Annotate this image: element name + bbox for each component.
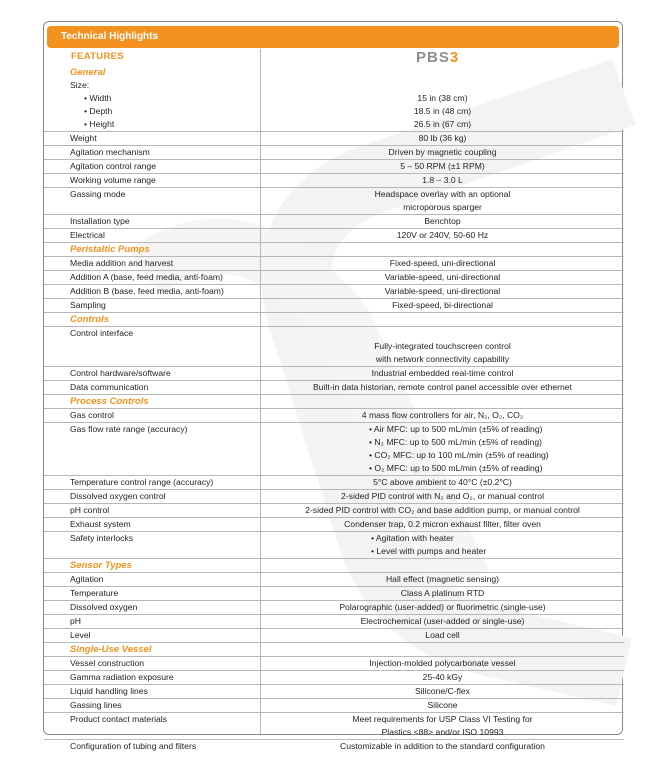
feature-label: Media addition and harvest (70, 258, 174, 268)
feature-label: Liquid handling lines (70, 686, 148, 696)
table-row (44, 118, 624, 131)
feature-label: Gassing lines (70, 700, 122, 710)
feature-value: Customizable in addition to the standard configuration (340, 741, 545, 751)
feature-label: Agitation mechanism (70, 147, 150, 157)
section-header-bar (47, 26, 619, 48)
feature-value: 26.5 in (67 cm) (413, 119, 472, 129)
table-row (44, 739, 624, 753)
feature-value: Load cell (425, 630, 460, 640)
section-heading: Process Controls (70, 396, 149, 407)
feature-value: • Level with pumps and heater (371, 546, 487, 556)
table-row (44, 422, 624, 436)
feature-value: Fully-integrated touchscreen control (374, 341, 511, 351)
table-row (44, 340, 624, 353)
table-row (44, 187, 624, 201)
header-title: Technical Highlights (61, 31, 159, 42)
table-row (44, 159, 624, 173)
feature-label: • Width (84, 93, 112, 103)
feature-label: Installation type (70, 216, 130, 226)
section-heading: Controls (70, 314, 110, 325)
feature-value: Headspace overlay with an optional (374, 189, 511, 199)
feature-label: Addition A (base, feed media, anti-foam) (70, 272, 223, 282)
feature-label: • Depth (84, 106, 113, 116)
table-row (44, 92, 624, 105)
table-row (44, 698, 624, 712)
table-row (44, 449, 624, 462)
feature-value: Fixed-speed, uni-directional (389, 258, 496, 268)
table-row (44, 353, 624, 366)
feature-value: • CO₂ MFC: up to 100 mL/min (±5% of reading) (369, 450, 549, 460)
spec-table-frame (43, 21, 623, 751)
feature-value: 5 – 50 RPM (±1 RPM) (400, 161, 485, 171)
table-row (44, 298, 624, 312)
table-row (44, 201, 624, 214)
feature-label: • Height (84, 119, 115, 129)
table-row (44, 145, 624, 159)
feature-label: Level (70, 630, 91, 640)
section-heading: General (70, 67, 106, 78)
section-heading-row (44, 242, 624, 256)
feature-label: Addition B (base, feed media, anti-foam) (70, 286, 224, 296)
feature-value: 5°C above ambient to 40°C (±0.2°C) (373, 477, 512, 487)
table-row (44, 284, 624, 298)
table-row (44, 436, 624, 449)
section-heading-row (44, 66, 624, 79)
feature-value: 2-sided PID control with CO₂ and base addition pump, or manual control (305, 505, 580, 515)
table-row (44, 270, 624, 284)
feature-label: Gas flow rate range (accuracy) (70, 424, 188, 434)
feature-value: • Air MFC: up to 500 mL/min (±5% of reading) (369, 424, 543, 434)
feature-value: Injection-molded polycarbonate vessel (369, 658, 516, 668)
feature-label: Product contact materials (70, 714, 167, 724)
column-header (44, 49, 624, 66)
section-heading: Single-Use Vessel (70, 644, 152, 655)
feature-value: Driven by magnetic coupling (388, 147, 497, 157)
feature-label: Agitation control range (70, 161, 156, 171)
table-row (44, 572, 624, 586)
feature-value: • N₂ MFC: up to 500 mL/min (±5% of reading) (369, 437, 542, 447)
feature-label: Temperature (70, 588, 119, 598)
table-row (44, 489, 624, 503)
features-column-label: FEATURES (71, 51, 124, 62)
table-row (44, 656, 624, 670)
feature-value: Variable-speed, uni-directional (384, 286, 501, 296)
table-row (44, 517, 624, 531)
feature-value: Silicone/C-flex (415, 686, 470, 696)
feature-value: Electrochemical (user-added or single-use) (360, 616, 525, 626)
table-row (44, 462, 624, 475)
feature-label: Working volume range (70, 175, 156, 185)
table-row (44, 545, 624, 558)
table-row (44, 380, 624, 394)
feature-label: pH (70, 616, 81, 626)
table-row (44, 214, 624, 228)
table-row (44, 726, 624, 739)
table-row (44, 366, 624, 380)
table-row (44, 503, 624, 517)
feature-label: Agitation (70, 574, 104, 584)
spec-rows (44, 66, 624, 753)
pbs3-logo: PBS3 (416, 49, 460, 66)
feature-label: Sampling (70, 300, 106, 310)
feature-value: 4 mass flow controllers for air, N₂, O₂, CO₂ (361, 410, 524, 420)
feature-label: Data communication (70, 382, 149, 392)
feature-label: Electrical (70, 230, 105, 240)
feature-label: Exhaust system (70, 519, 131, 529)
feature-label: Gassing mode (70, 189, 126, 199)
feature-value: Variable-speed, uni-directional (384, 272, 501, 282)
table-row (44, 600, 624, 614)
feature-value: 18.5 in (48 cm) (413, 106, 472, 116)
table-row (44, 408, 624, 422)
feature-label: Dissolved oxygen (70, 602, 138, 612)
table-row (44, 586, 624, 600)
feature-label: Size: (70, 80, 90, 90)
feature-value: Built-in data historian, remote control panel accessible over ethernet (313, 382, 572, 392)
feature-value: Condenser trap, 0.2 micron exhaust filter, filter oven (344, 519, 541, 529)
section-heading-row (44, 558, 624, 572)
table-row (44, 173, 624, 187)
feature-value: 25-40 kGy (422, 672, 463, 682)
table-row (44, 614, 624, 628)
feature-label: Control interface (70, 328, 134, 338)
feature-value: Plastics <88> and/or ISO 10993 (381, 727, 504, 737)
table-row (44, 531, 624, 545)
section-heading-row (44, 394, 624, 408)
feature-value: Industrial embedded real-time control (371, 368, 514, 378)
table-row (44, 326, 624, 340)
section-heading-row (44, 312, 624, 326)
section-heading: Sensor Types (70, 560, 132, 571)
section-heading-row (44, 642, 624, 656)
feature-value: Polarographic (user-added) or fluorimetric (single-use) (339, 602, 546, 612)
feature-value: Hall effect (magnetic sensing) (385, 574, 500, 584)
feature-value: 15 in (38 cm) (417, 93, 468, 103)
feature-value: • O₂ MFC: up to 500 mL/min (±5% of reading) (369, 463, 543, 473)
feature-label: Temperature control range (accuracy) (70, 477, 214, 487)
table-row (44, 228, 624, 242)
feature-label: Dissolved oxygen control (70, 491, 166, 501)
table-row (44, 79, 624, 92)
table-row (44, 131, 624, 145)
feature-value: • Agitation with heater (371, 533, 454, 543)
feature-value: Meet requirements for USP Class VI Testing for (352, 714, 533, 724)
feature-label: pH control (70, 505, 110, 515)
feature-label: Vessel construction (70, 658, 145, 668)
feature-label: Control hardware/software (70, 368, 171, 378)
feature-value: 80 lb (36 kg) (418, 133, 467, 143)
feature-value: Fixed-speed, bi-directional (392, 300, 493, 310)
feature-value: 1.8 – 3.0 L (422, 175, 463, 185)
feature-label: Gas control (70, 410, 114, 420)
feature-value: Class A platinum RTD (400, 588, 485, 598)
feature-value: with network connectivity capability (375, 354, 510, 364)
table-row (44, 670, 624, 684)
feature-value: Silicone (427, 700, 458, 710)
table-row (44, 712, 624, 726)
table-row (44, 475, 624, 489)
table-row (44, 256, 624, 270)
feature-value: 2-sided PID control with N₂ and O₂, or manual control (341, 491, 544, 501)
table-row (44, 684, 624, 698)
feature-label: Configuration of tubing and filters (70, 741, 197, 751)
feature-label: Gamma radiation exposure (70, 672, 174, 682)
feature-value: 120V or 240V, 50-60 Hz (396, 230, 489, 240)
feature-label: Weight (70, 133, 97, 143)
feature-value: Benchtop (424, 216, 461, 226)
table-row (44, 628, 624, 642)
section-heading: Peristaltic Pumps (70, 244, 150, 255)
table-row (44, 105, 624, 118)
feature-label: Safety interlocks (70, 533, 134, 543)
feature-value: microporous sparger (403, 202, 482, 212)
